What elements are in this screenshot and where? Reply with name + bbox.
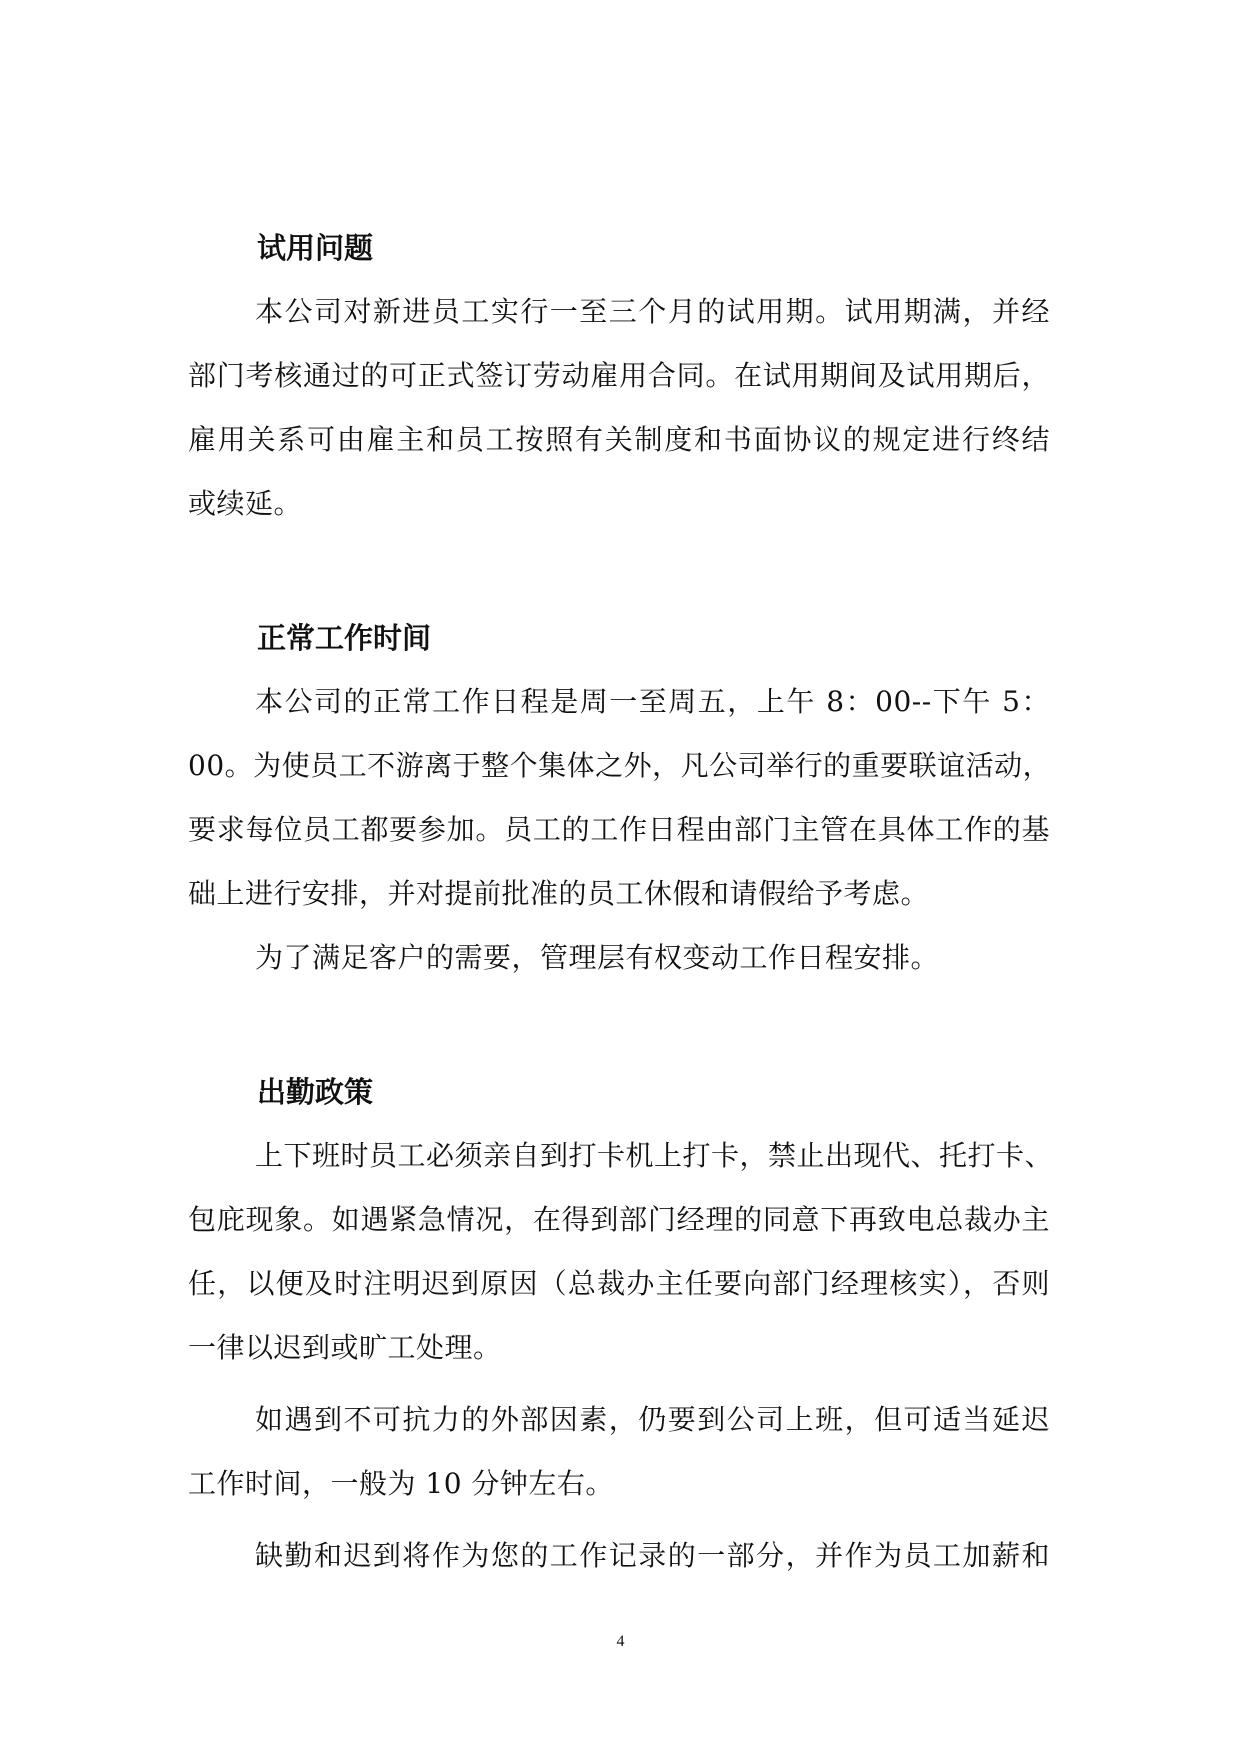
paragraph-line: 本公司对新进员工实行一至三个月的试用期。试用期满，并经: [255, 295, 1050, 328]
paragraph-line: 要求每位员工都要参加。员工的工作日程由部门主管在具体工作的基: [188, 813, 1050, 846]
paragraph-line: 上下班时员工必须亲自到打卡机上打卡，禁止出现代、托打卡、: [255, 1139, 1054, 1172]
paragraph-line: 一律以迟到或旷工处理。: [188, 1331, 502, 1364]
page-number: 4: [616, 1633, 625, 1650]
section-heading-attendance-policy: 出勤政策: [257, 1075, 374, 1109]
section-heading-probation: 试用问题: [257, 231, 374, 265]
paragraph-line: 00。为使员工不游离于整个集体之外，凡公司举行的重要联谊活动，: [188, 749, 1052, 782]
paragraph-line: 雇用关系可由雇主和员工按照有关制度和书面协议的规定进行终结: [188, 423, 1050, 456]
paragraph-line: 部门考核通过的可正式签订劳动雇用合同。在试用期间及试用期后，: [188, 359, 1050, 392]
paragraph-line: 缺勤和迟到将作为您的工作记录的一部分，并作为员工加薪和: [255, 1539, 1050, 1572]
paragraph-line: 工作时间，一般为 10 分钟左右。: [188, 1467, 614, 1500]
paragraph-line: 包庇现象。如遇紧急情况，在得到部门经理的同意下再致电总裁办主: [188, 1203, 1050, 1236]
paragraph-line: 如遇到不可抗力的外部因素，仍要到公司上班，但可适当延迟: [255, 1403, 1050, 1436]
paragraph-line: 本公司的正常工作日程是周一至周五，上午 8：00--下午 5：: [255, 685, 1050, 718]
paragraph-line: 础上进行安排，并对提前批准的员工休假和请假给予考虑。: [188, 877, 930, 910]
paragraph-line: 或续延。: [188, 487, 303, 520]
section-heading-working-hours: 正常工作时间: [257, 621, 432, 655]
paragraph-line: 为了满足客户的需要，管理层有权变动工作日程安排。: [255, 941, 940, 974]
paragraph-line: 任，以便及时注明迟到原因（总裁办主任要向部门经理核实），否则: [188, 1267, 1050, 1300]
